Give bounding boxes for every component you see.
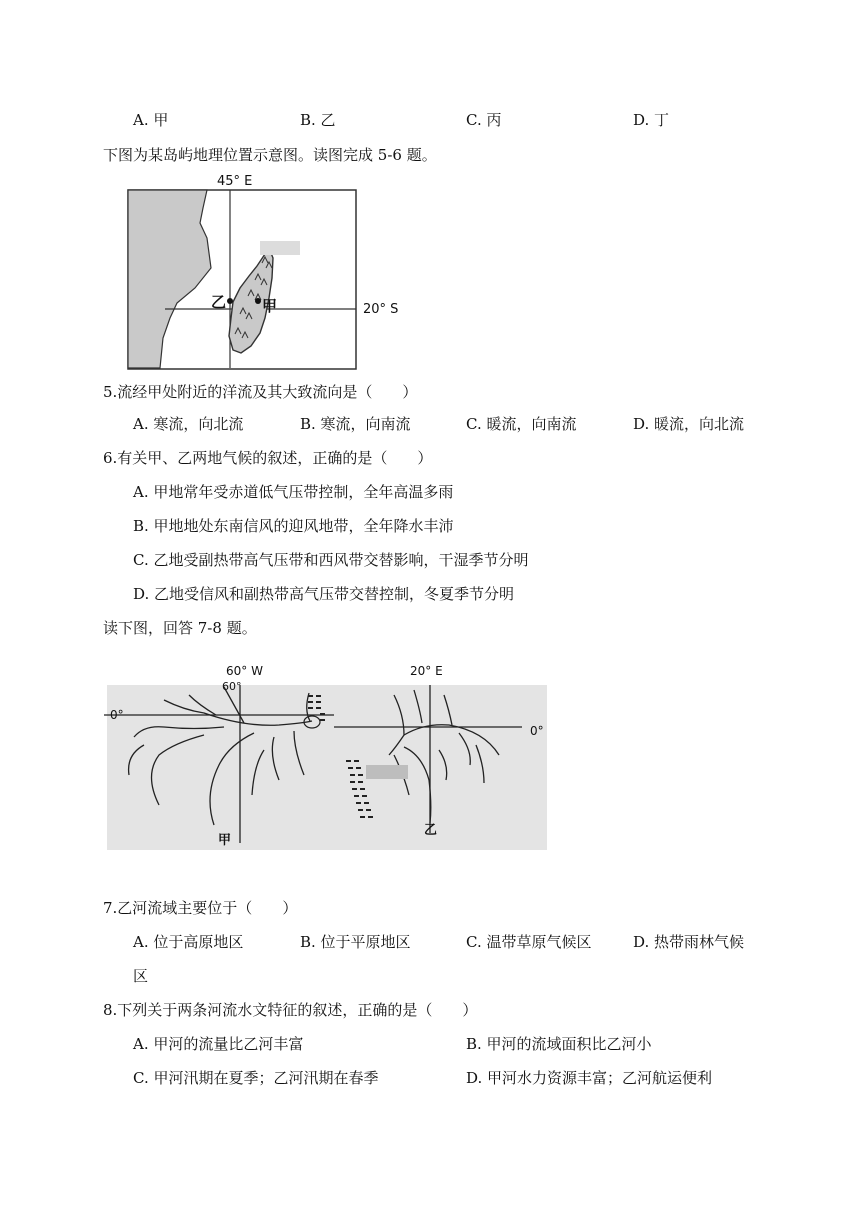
rivers-figure: [104, 655, 574, 855]
q6-option-b: B. 甲地地处东南信风的迎风地带，全年降水丰沛: [133, 517, 454, 535]
right-lon-label: 20° E: [410, 664, 443, 678]
point-jia-marker: [255, 298, 261, 304]
q8-option-d: D. 甲河水力资源丰富；乙河航运便利: [466, 1069, 713, 1087]
rivers-map: [104, 655, 574, 855]
q7-option-b: B. 位于平原地区: [300, 933, 411, 951]
q4-option-c: C. 丙: [466, 111, 502, 129]
q7-option-d-wrap: 区: [133, 967, 149, 985]
q8-option-c: C. 甲河汛期在夏季；乙河汛期在春季: [133, 1069, 379, 1087]
left-lon-partial: 60°: [222, 680, 242, 693]
q7-option-a: A. 位于高原地区: [133, 933, 244, 951]
point-jia-label: 甲: [262, 297, 278, 315]
q4-option-a: A. 甲: [133, 111, 169, 129]
right-equator-label: 0°: [530, 724, 544, 738]
q6-stem: 6.有关甲、乙两地气候的叙述，正确的是（ ）: [103, 449, 433, 467]
river-yi-label: 乙: [424, 823, 438, 838]
q5-option-a: A. 寒流，向北流: [133, 415, 244, 433]
lon-label-45e: 45° E: [217, 174, 253, 189]
lat-label-20s: 20° S: [363, 302, 399, 317]
q7-option-d: D. 热带雨林气候: [633, 933, 745, 951]
intro-7-8: 读下图，回答 7-8 题。: [103, 619, 257, 637]
left-lon-label: 60° W: [226, 664, 263, 678]
q8-option-b: B. 甲河的流域面积比乙河小: [466, 1035, 652, 1053]
q8-option-a: A. 甲河的流量比乙河丰富: [133, 1035, 304, 1053]
island-map: [115, 168, 415, 374]
left-equator-label: 0°: [110, 708, 124, 722]
q4-option-b: B. 乙: [300, 111, 336, 129]
q6-option-a: A. 甲地常年受赤道低气压带控制，全年高温多雨: [133, 483, 454, 501]
q7-option-c: C. 温带草原气候区: [466, 933, 592, 951]
q6-option-d: D. 乙地受信风和副热带高气压带交替控制，冬夏季节分明: [133, 585, 515, 603]
point-yi-label: 乙: [211, 293, 227, 311]
intro-5-6: 下图为某岛屿地理位置示意图。读图完成 5-6 题。: [103, 146, 437, 164]
point-yi-marker: [227, 298, 233, 304]
river-jia-label: 甲: [218, 833, 232, 848]
island-map-figure: [115, 168, 415, 374]
q5-option-c: C. 暖流，向南流: [466, 415, 577, 433]
q8-stem: 8.下列关于两条河流水文特征的叙述，正确的是（ ）: [103, 1001, 478, 1019]
q4-option-d: D. 丁: [633, 111, 670, 129]
q6-option-c: C. 乙地受副热带高气压带和西风带交替影响，干湿季节分明: [133, 551, 529, 569]
q7-stem: 7.乙河流域主要位于（ ）: [103, 899, 298, 917]
q5-stem: 5.流经甲处附近的洋流及其大致流向是（ ）: [103, 383, 418, 401]
q5-option-d: D. 暖流，向北流: [633, 415, 745, 433]
q5-option-b: B. 寒流，向南流: [300, 415, 411, 433]
